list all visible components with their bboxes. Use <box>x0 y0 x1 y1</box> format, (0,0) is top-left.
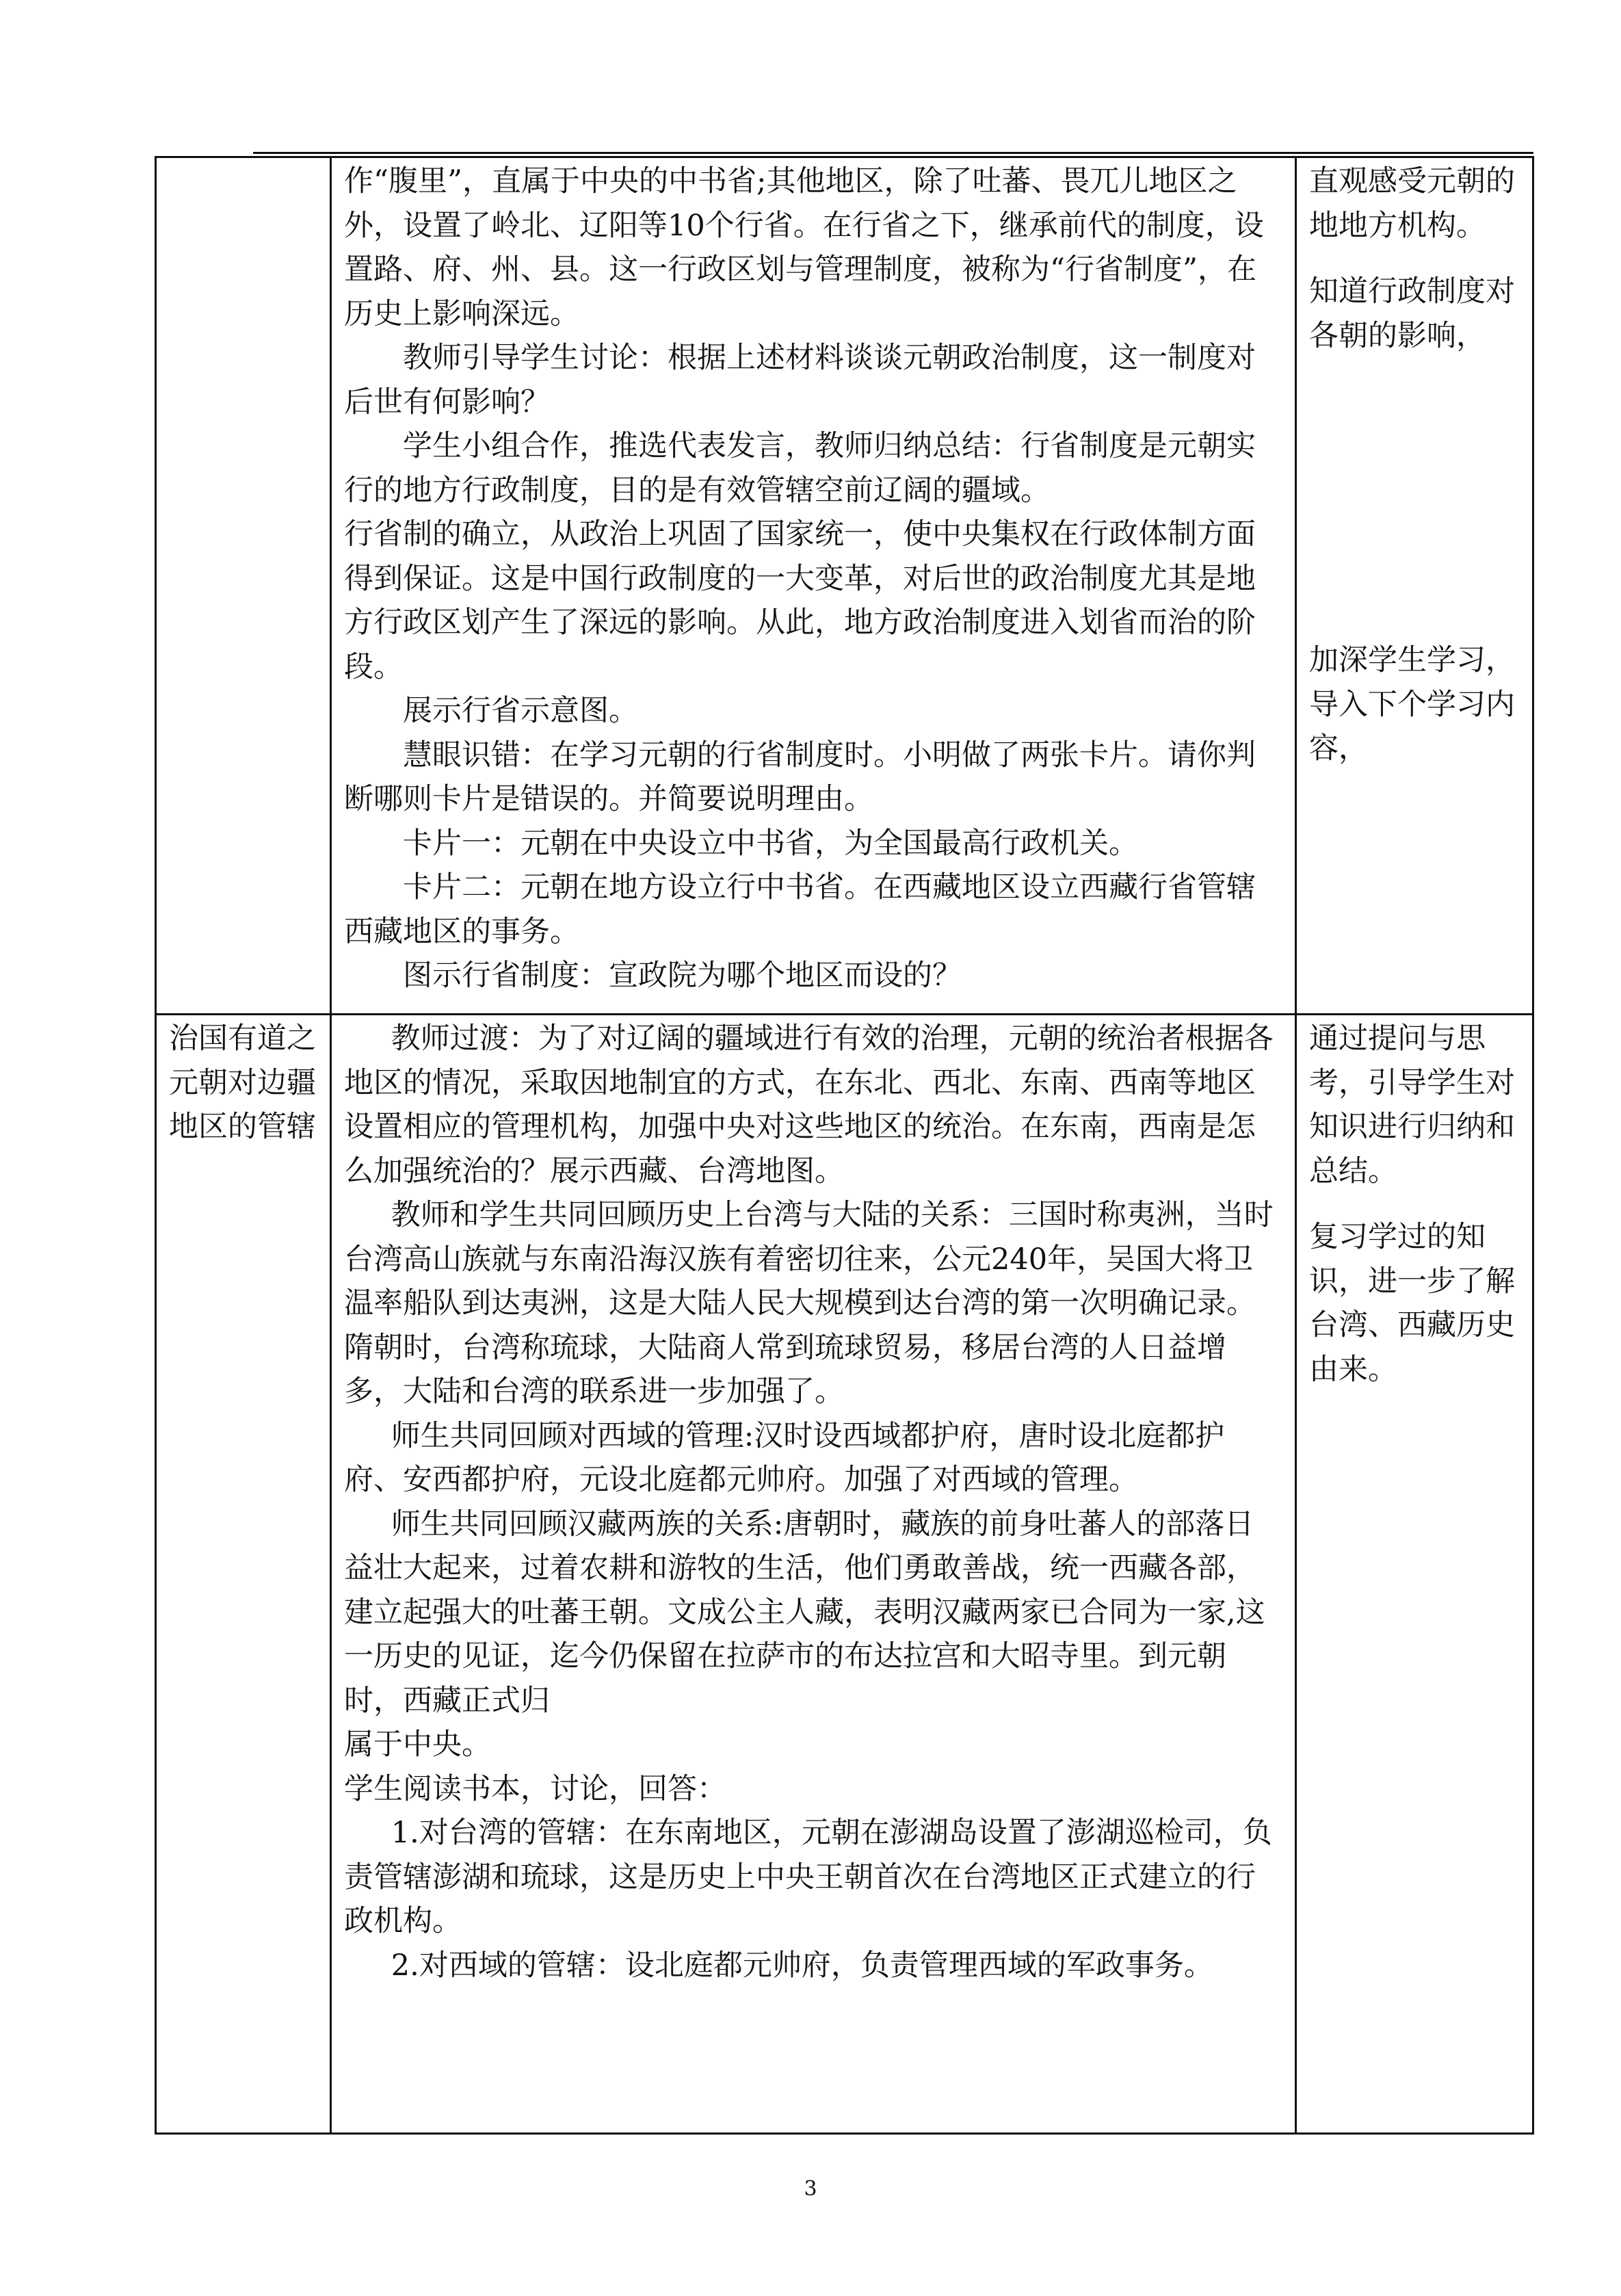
content-cell <box>331 1015 1296 2134</box>
paragraph: 1.对台湾的管辖：在东南地区，元朝在澎湖岛设置了澎湖巡检司，负责管辖澎湖和琉球，这是历史上中央王朝首次在台湾地区正式建立的行政机构。 <box>344 1816 1272 1938</box>
paragraph: 教师过渡：为了对辽阔的疆域进行有效的治理，元朝的统治者根据各地区的情况，采取因地制宜的方式，在东北、西北、东南、西南等地区设置相应的管理机构，加强中央对这些地区的统治。在东南，西南是怎么加强统治的？展示西藏、台湾地图。 <box>344 1021 1274 1188</box>
design-note: 复习学过的知识，进一步了解台湾、西藏历史由来。 <box>1309 1220 1515 1387</box>
paragraph: 行省制的确立，从政治上巩固了国家统一，使中央集权在行政体制方面得到保证。这是中国行政制度的一大变革，对后世的政治制度尤其是地方行政区划产生了深远的影响。从此，地方政治制度进入划省而治的阶段。 <box>344 517 1256 684</box>
header-rule <box>253 152 1533 154</box>
paragraph: 卡片二：元朝在地方设立行中书省。在西藏地区设立西藏行省管辖西藏地区的事务。 <box>344 870 1256 949</box>
table-row <box>156 157 1533 1015</box>
table-row <box>156 1015 1533 2134</box>
paragraph: 师生共同回顾汉藏两族的关系:唐朝时，藏族的前身吐蕃人的部落日益壮大起来，过着农耕和游牧的生活，他们勇敢善战，统一西藏各部，建立起强大的吐蕃王朝。文成公主人藏，表明汉藏两家已合同为一家,这一历史的见证，迄今仍保留在拉萨市的布达拉宫和大昭寺里。到元朝时，西藏正式归 <box>344 1506 1265 1718</box>
design-note: 直观感受元朝的地地方机构。 <box>1309 164 1515 243</box>
paragraph: 师生共同回顾对西域的管理:汉时设西域都护府，唐时设北庭都护府、安西都护府，元设北庭都元帅府。加强了对西域的管理。 <box>344 1418 1225 1497</box>
paragraph: 展示行省示意图。 <box>403 694 638 728</box>
paragraph: 图示行省制度：宣政院为哪个地区而设的？ <box>403 958 962 993</box>
page-number: 3 <box>804 2177 817 2201</box>
paragraph: 2.对西域的管辖：设北庭都元帅府，负责管理西域的军政事务。 <box>391 1948 1213 1983</box>
notes-cell <box>1296 1015 1533 2134</box>
paragraph: 慧眼识错：在学习元朝的行省制度时。小明做了两张卡片。请你判断哪则卡片是错误的。并简要说明理由。 <box>344 738 1256 816</box>
design-note: 通过提问与思考，引导学生对知识进行归纳和总结。 <box>1309 1021 1515 1188</box>
paragraph: 作“腹里”，直属于中央的中书省;其他地区，除了吐蕃、畏兀儿地区之外，设置了岭北、辽阳等10个行省。在行省之下，继承前代的制度，设置路、府、州、县。这一行政区划与管理制度，被称为“行省制度”，在历史上影响深远。 <box>344 164 1264 331</box>
section-title: 治国有道之元朝对边疆地区的管辖 <box>169 1021 316 1144</box>
paragraph: 教师和学生共同回顾历史上台湾与大陆的关系：三国时称夷洲，当时台湾高山族就与东南沿海汉族有着密切往来，公元240年，吴国大将卫温率船队到达夷洲，这是大陆人民大规模到达台湾的第一次明确记录。隋朝时，台湾称琉球，大陆商人常到琉球贸易，移居台湾的人日益增多，大陆和台湾的联系进一步加强了。 <box>344 1198 1274 1409</box>
section-cell <box>156 157 331 1015</box>
section-cell <box>156 1015 331 2134</box>
paragraph: 卡片一：元朝在中央设立中书省，为全国最高行政机关。 <box>403 826 1138 861</box>
content-cell <box>331 157 1296 1015</box>
paragraph: 学生阅读书本，讨论，回答： <box>344 1771 726 1806</box>
lesson-plan-table <box>155 156 1534 2135</box>
paragraph: 学生小组合作，推选代表发言，教师归纳总结：行省制度是元朝实行的地方行政制度，目的是有效管辖空前辽阔的疆域。 <box>344 429 1256 508</box>
design-note: 知道行政制度对各朝的影响， <box>1309 274 1515 353</box>
paragraph: 教师引导学生讨论：根据上述材料谈谈元朝政治制度，这一制度对后世有何影响？ <box>344 341 1256 419</box>
notes-cell <box>1296 157 1533 1015</box>
paragraph: 属于中央。 <box>344 1727 491 1762</box>
design-note: 加深学生学习，导入下个学习内容， <box>1309 643 1515 766</box>
